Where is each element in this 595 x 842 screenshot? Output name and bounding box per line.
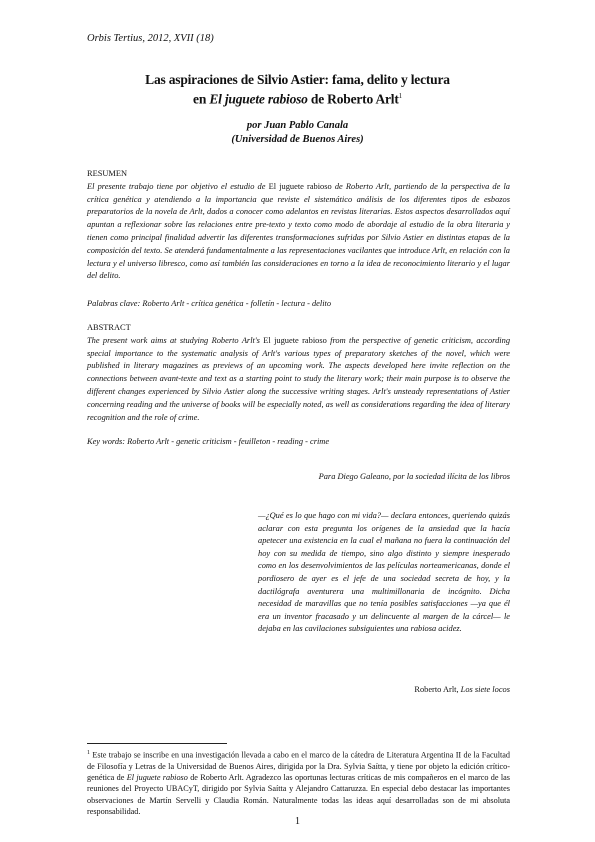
title-line-2-pre: en: [193, 91, 210, 107]
author-name: por Juan Pablo Canala: [246, 120, 349, 131]
footnote-text-post: de Roberto Arlt. Agradezco las oportunas lecturas críticas de mis compañeros en el marco de las reuniones del Proyecto UBACyT, dirigido por Sylvia Saítta y Alejandro Cattaruzza. En especial debo destacar las importantes observaciones de Martín Servelli y Claudia Román. Naturalmente todas las ideas aquí desarrolladas son de mi absoluta responsabilidad.: [87, 773, 510, 816]
resumen-body-pre: El presente trabajo tiene por objetivo el estudio de: [87, 181, 269, 191]
abstract-book-title: El juguete rabioso: [263, 335, 327, 345]
resumen-heading: RESUMEN: [87, 169, 128, 178]
resumen-book-title: El juguete rabioso: [268, 181, 332, 191]
footnote-divider: [87, 743, 227, 744]
abstract-keywords: Key words: Roberto Arlt - genetic criticism - feuilleton - reading - crime: [87, 437, 330, 446]
title-footnote-mark[interactable]: 1: [398, 92, 402, 100]
dedication: Para Diego Galeano, por la sociedad ilícita de los libros: [318, 472, 510, 481]
title-line-2-post: de Roberto Arlt: [307, 91, 399, 107]
abstract-heading: ABSTRACT: [87, 323, 131, 332]
author-block: [60, 119, 535, 147]
epigraph-source: [258, 685, 510, 694]
footnote-book-title: El juguete rabioso: [126, 773, 188, 783]
abstract-body-post: from the perspective of genetic criticism, according special importance to the systematic analysis of Arlt's various types of preparatory sketches of the novel, which were published in literary magazines as previews of an upcoming work. The aspects developed here invite reflection on the connections between avant-texte and text as a starting point to study the literary work; their main purpose is to observe the different changes experienced by Silvio Astier along the successive writing stages. Arlt's unsteady representations of Astier concerning reading and the universe of books will be especially noted, as well as considerations regarding the idea of literary recognition and the role of crime.: [87, 335, 511, 422]
resumen-body: [87, 181, 510, 283]
author-affiliation: (Universidad de Buenos Aires): [231, 134, 364, 145]
resumen-keywords: Palabras clave: Roberto Arlt - crítica genética - folletín - lectura - delito: [87, 299, 332, 308]
resumen-body-post: de Roberto Arlt, partiendo de la perspectiva de la crítica genética y atendiendo a la importancia que reviste el sistemático análisis de los diferentes tipos de esbozos preparatorios de la novela de Arlt, dados a conocer como adelantos en revistas literarias. Estos aspectos desarrollados aquí apuntan a reflexionar sobre las relaciones entre pre-texto y texto como modo de abordaje al estudio de la obra literaria y tienen como principal finalidad advertir las diferentes transformaciones sufridas por Silvio Astier en distintas etapas de la composición del texto. Se atenderá fundamentalmente a las representaciones vacilantes que introduce Arlt, en relación con la lectura y el universo libresco, como así también las consideraciones en torno a la idea de reconocimiento literario y el lugar del delito.: [87, 181, 510, 281]
page-number: 1: [295, 816, 300, 827]
abstract-section: [87, 322, 510, 424]
title-line-1: Las aspiraciones de Silvio Astier: fama, delito y lectura: [145, 72, 450, 87]
journal-reference: Orbis Tertius, 2012, XVII (18): [87, 33, 214, 44]
footnote: [87, 748, 510, 817]
article-title: [60, 71, 535, 108]
epigraph-source-title: Los siete locos: [460, 685, 510, 694]
footnote-mark: 1: [87, 750, 90, 756]
title-book-name: El juguete rabioso: [209, 91, 308, 107]
resumen-section: [87, 168, 510, 283]
epigraph-text: —¿Qué es lo que hago con mi vida?— declara entonces, queriendo quizás aclarar con esta pregunta los orígenes de la ansiedad que la hacía apetecer una existencia en la cual el mañana no fuera la continuación del hoy con su medida de tiempo, sino algo distinto y siempre inesperado como en los desenvolvimientos de las películas norteamericanas, donde el pordiosero de ayer es el jefe de una sociedad secreta de hoy, y la dactilógrafa aventurera una multimillonaria de incógnito. Dicha necesidad de maravillas que no tenía posibles satisfacciones —ya que él era un inventor fracasado y un delincuente al margen de la cárcel— le dejaba en las cavilaciones subsiguientes una rabiosa acidez.: [258, 511, 510, 634]
abstract-body: [87, 335, 510, 425]
epigraph-source-author: Roberto Arlt,: [414, 685, 461, 694]
footnote-text-pre: Este trabajo se inscribe en una investigación llevada a cabo en el marco de la cátedra de Literatura Argentina II de la Facultad de Filosofía y Letras de la Universidad de Buenos Aires, dirigida por la Dra. Sylvia Saítta, y tiene por objeto la edición crítico-genética de: [87, 750, 510, 783]
title-line-2: [60, 88, 535, 108]
abstract-body-pre: The present work aims at studying Roberto Arlt's: [87, 335, 264, 345]
